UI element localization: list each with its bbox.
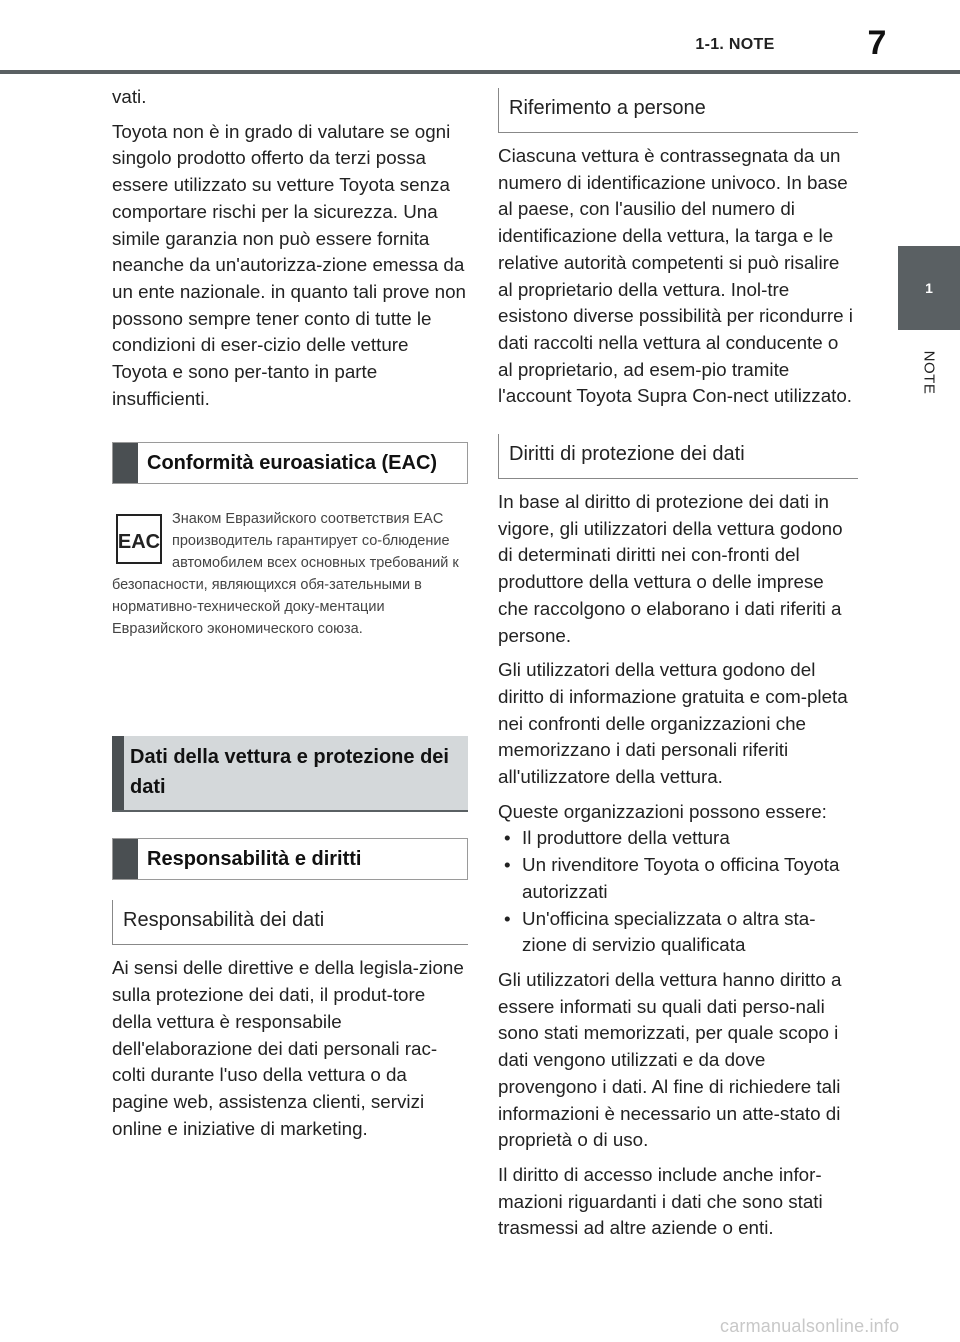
section-label: 1-1. NOTE	[695, 36, 775, 53]
paragraph-rights-4: Gli utilizzatori della vettura hanno diritto a essere informati su quali dati perso-nali sono stati memorizzati, per quale scopo i dati vengono utilizzati e da dove provengono i dati. Al fine di richiedere tali informazioni è necessario un atte-stato di proprietà o di uso.	[498, 968, 842, 1151]
heading-vehicle-data: Dati della vettura e protezione dei dati	[112, 736, 468, 812]
heading-data-responsibility: Responsabilità dei dati	[112, 900, 468, 945]
eac-notice	[112, 508, 468, 640]
header-rule	[0, 70, 960, 74]
intro-continued: vati.	[112, 86, 147, 107]
paragraph-rights-1: In base al diritto di protezione dei dati in vigore, gli utilizzatori della vettura godono di determinati diritti nei con-fronti del produttore della vettura o delle imprese che raccolgono o elaborano i dati riferiti a persone.	[498, 491, 843, 646]
paragraph-third-party: Toyota non è in grado di valutare se ogni singolo prodotto offerto da terzi possa essere utilizzato su vetture Toyota senza comportare rischi per la sicurezza. Una simile garanzia non può essere fornita neanche da un'autorizza-zione emessa da un ente nazionale. in quanto tali prove non possono sempre tener conto di tutte le condizioni di eser-cizio delle vetture Toyota e sono per-tanto in parte insufficienti.	[112, 120, 466, 409]
watermark: carmanualsonline.info	[720, 1316, 900, 1336]
organizations-list	[498, 825, 858, 959]
left-column	[112, 84, 468, 1150]
eac-logo-icon	[116, 514, 162, 564]
paragraph-rights-2: Gli utilizzatori della vettura godono del diritto di informazione gratuita e com-pleta nei confronti delle organizzazioni che memorizzano i dati personali riferiti all'utilizzatore della vettura.	[498, 659, 848, 788]
paragraph-responsibility: Ai sensi delle direttive e della legisla-zione sulla protezione dei dati, il produt-tore della vettura è responsabile dell'elaborazione dei dati personali rac-colti durante l'uso della vettura o da pagine web, assistenza clienti, servizi online e iniziative di marketing.	[112, 957, 464, 1139]
paragraph-personal-reference: Ciascuna vettura è contrassegnata da un numero di identificazione univoco. In base al paese, con l'ausilio del numero di identificazione della vettura, la targa e le relative autorità competenti si può risalire al proprietario della vettura. Inol-tre esistono diverse possibilità per ricondurre i dati raccolti nella vettura al conducente o al proprietario, ad esem-pio tramite l'account Toyota Supra Con-nect utilizzato.	[498, 145, 853, 407]
paragraph-rights-3: Queste organizzazioni possono essere:	[498, 800, 827, 822]
page-number: 7	[867, 24, 887, 62]
heading-eac: Conformità euroasiatica (EAC)	[112, 442, 468, 484]
svg-text:EAC: EAC	[117, 531, 161, 554]
chapter-tab[interactable]	[898, 246, 960, 330]
heading-personal-reference: Riferimento a persone	[498, 88, 858, 133]
chapter-side-label: NOTE	[920, 350, 938, 394]
paragraph-rights-5: Il diritto di accesso include anche infor-mazioni riguardanti i dati che sono stati trasmessi ad altre aziende o enti.	[498, 1163, 823, 1239]
list-item: • Un rivenditore Toyota o officina Toyota autorizzati	[498, 852, 858, 905]
eac-text: Знаком Евразийского соответствия EAC производитель гарантирует со-блюдение автомобилем всех основных требований к безопасности, являющихся обя-зательными в нормативно-технической доку-ментации Евразийского экономического союза.	[112, 511, 459, 638]
heading-responsibility-rights: Responsabilità e diritti	[112, 838, 468, 880]
list-item: • Un'officina specializzata o altra sta-zione di servizio qualificata	[498, 906, 858, 959]
heading-data-protection-rights: Diritti di protezione dei dati	[498, 434, 858, 479]
chapter-tab-number: 1	[925, 280, 933, 296]
right-column	[498, 88, 858, 1250]
list-item: • Il produttore della vettura	[498, 825, 858, 852]
